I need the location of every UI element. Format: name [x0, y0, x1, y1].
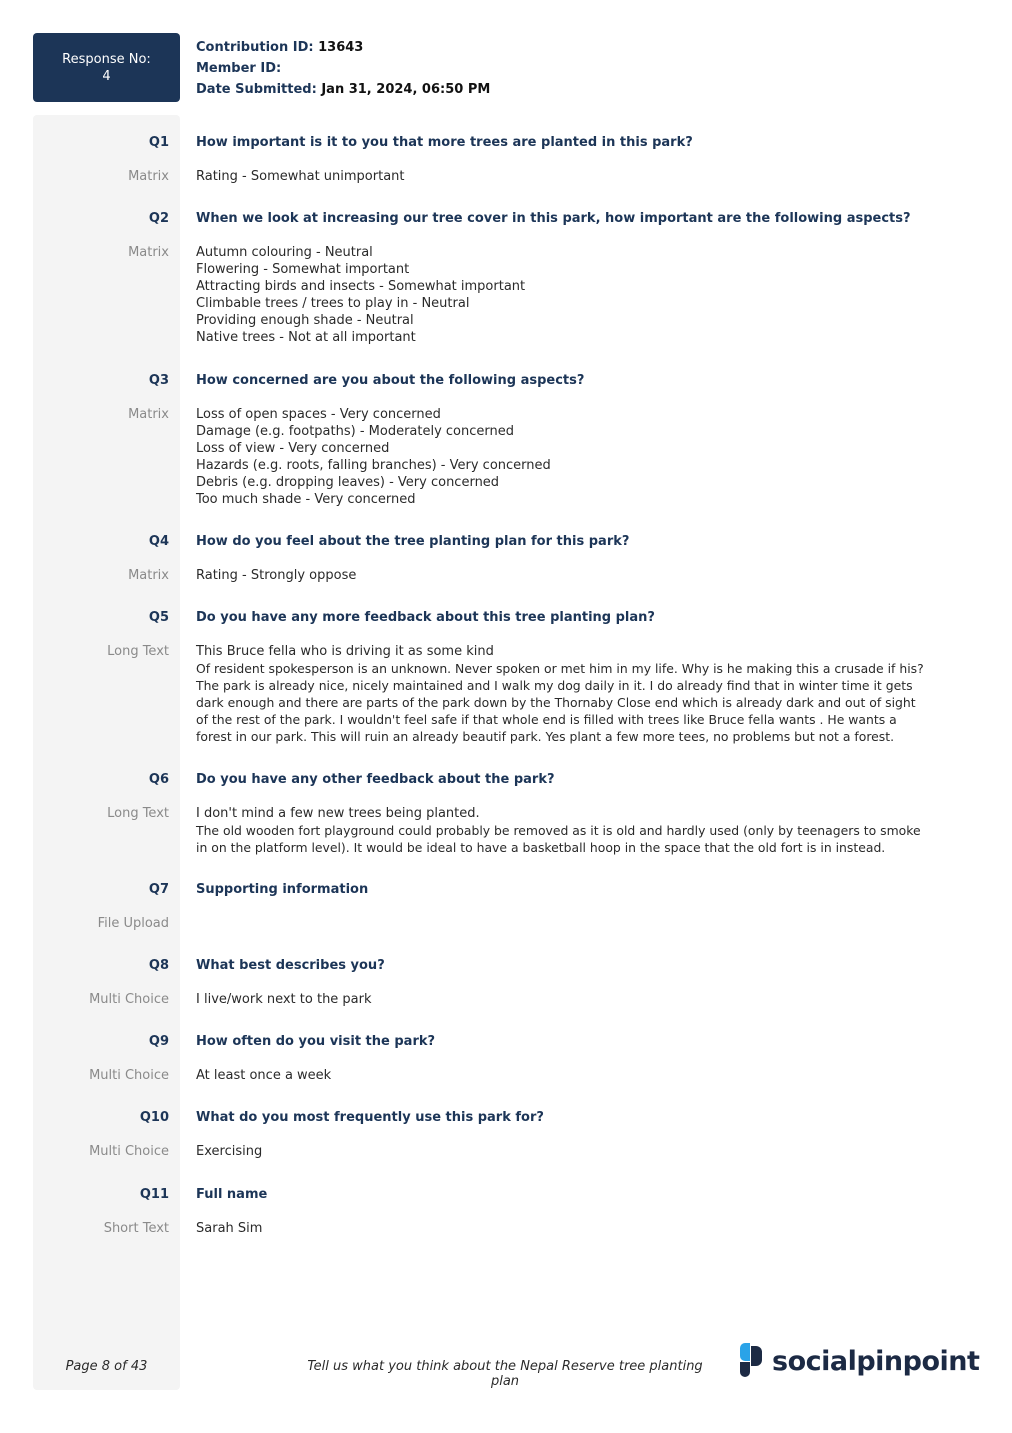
answer-line: Hazards (e.g. roots, falling branches) - Very concerned	[196, 458, 551, 473]
question-answer	[196, 406, 956, 508]
date-label: Date Submitted:	[196, 82, 317, 97]
response-number-box	[33, 33, 180, 102]
answer-line: I live/work next to the park	[196, 992, 372, 1007]
question-title: Full name	[196, 1187, 268, 1202]
question-number: Q7	[148, 882, 169, 897]
answer-line: Providing enough shade - Neutral	[196, 313, 414, 328]
answer-line: Rating - Somewhat unimportant	[196, 169, 405, 184]
answer-line: Of resident spokesperson is an unknown. Never spoken or met him in my life. Why is he making this a crusade if his?	[196, 661, 924, 676]
submission-meta	[196, 37, 490, 100]
question-number: Q8	[148, 958, 169, 973]
question-number: Q9	[148, 1034, 169, 1049]
question-number: Q4	[148, 534, 169, 549]
question-number: Q2	[148, 211, 169, 226]
question-number: Q10	[139, 1110, 169, 1125]
question-title: Do you have any other feedback about the park?	[196, 772, 555, 787]
question-type: Short Text	[103, 1221, 169, 1236]
answer-line: The old wooden fort playground could probably be removed as it is old and hardly used (only by teenagers to smoke	[196, 823, 921, 838]
answer-line: Debris (e.g. dropping leaves) - Very concerned	[196, 475, 500, 490]
question-answer	[196, 991, 956, 1008]
question-type: Matrix	[128, 407, 169, 422]
answer-line: I don't mind a few new trees being planted.	[196, 806, 480, 821]
answer-line: This Bruce fella who is driving it as some kind	[196, 644, 494, 659]
question-answer	[196, 643, 956, 745]
survey-title: Tell us what you think about the Nepal Reserve tree planting plan	[307, 1359, 703, 1389]
question-type: Matrix	[128, 245, 169, 260]
question-answer	[196, 1067, 956, 1084]
question-answer	[196, 805, 956, 856]
question-answer	[196, 567, 956, 584]
answer-line: Climbable trees / trees to play in - Neutral	[196, 296, 470, 311]
answer-line: dark enough and there are parts of the park down by the Thornaby Close end which is already dark and out of sight	[196, 695, 916, 710]
question-title: How important is it to you that more trees are planted in this park?	[196, 135, 693, 150]
answer-line: Exercising	[196, 1144, 263, 1159]
answer-line: in on the platform level). It would be ideal to have a basketball hoop in the space that the old fort is in instead.	[196, 840, 886, 855]
question-title: How concerned are you about the following aspects?	[196, 373, 585, 388]
answer-line: Damage (e.g. footpaths) - Moderately concerned	[196, 424, 514, 439]
question-title: How often do you visit the park?	[196, 1034, 436, 1049]
question-type: Long Text	[107, 806, 169, 821]
answer-line: Attracting birds and insects - Somewhat important	[196, 279, 526, 294]
response-label: Response No:	[62, 51, 151, 67]
answer-line: Sarah Sim	[196, 1221, 263, 1236]
answer-line: At least once a week	[196, 1068, 332, 1083]
question-answer	[196, 1143, 956, 1160]
socialpinpoint-logo	[740, 1343, 979, 1379]
question-title: Supporting information	[196, 882, 369, 897]
question-title: What do you most frequently use this park for?	[196, 1110, 544, 1125]
question-answer	[196, 168, 956, 185]
answer-line: forest in our park. This will ruin an already beautif park. Yes plant a few more tees, no problems but not a forest.	[196, 729, 895, 744]
question-type: Multi Choice	[89, 1144, 169, 1159]
question-title: What best describes you?	[196, 958, 385, 973]
question-answer	[196, 244, 956, 346]
question-title: Do you have any more feedback about this tree planting plan?	[196, 610, 655, 625]
question-answer	[196, 1220, 956, 1237]
answer-line: of the rest of the park. I wouldn't feel safe if that whole end is filled with trees like Bruce fella wants . He wants a	[196, 712, 897, 727]
date-submitted: Jan 31, 2024, 06:50 PM	[321, 82, 491, 97]
answer-line: Rating - Strongly oppose	[196, 568, 357, 583]
answer-line: The park is already nice, nicely maintained and I walk my dog daily in it. I do already find that in winter time it gets	[196, 678, 913, 693]
question-number: Q3	[148, 373, 169, 388]
question-number: Q5	[148, 610, 169, 625]
question-type: Matrix	[128, 568, 169, 583]
question-title: How do you feel about the tree planting plan for this park?	[196, 534, 630, 549]
logo-mark-icon	[740, 1343, 764, 1379]
answer-line: Native trees - Not at all important	[196, 330, 416, 345]
contribution-id: 13643	[318, 40, 364, 55]
member-label: Member ID:	[196, 61, 282, 76]
question-number: Q11	[139, 1187, 169, 1202]
answer-line: Loss of view - Very concerned	[196, 441, 390, 456]
answer-line: Autumn colouring - Neutral	[196, 245, 373, 260]
answer-line: Flowering - Somewhat important	[196, 262, 410, 277]
question-type: Matrix	[128, 169, 169, 184]
question-type: Multi Choice	[89, 1068, 169, 1083]
question-title: When we look at increasing our tree cover in this park, how important are the following aspects?	[196, 211, 911, 226]
question-type: File Upload	[97, 916, 169, 931]
question-type: Long Text	[107, 644, 169, 659]
answer-line: Too much shade - Very concerned	[196, 492, 416, 507]
answer-line: Loss of open spaces - Very concerned	[196, 407, 441, 422]
logo-text: socialpinpoint	[772, 1345, 980, 1377]
question-type: Multi Choice	[89, 992, 169, 1007]
question-number: Q1	[148, 135, 169, 150]
contribution-label: Contribution ID:	[196, 40, 314, 55]
response-number: 4	[102, 68, 111, 84]
question-number: Q6	[148, 772, 169, 787]
page-number: Page 8 of 43	[65, 1359, 148, 1374]
